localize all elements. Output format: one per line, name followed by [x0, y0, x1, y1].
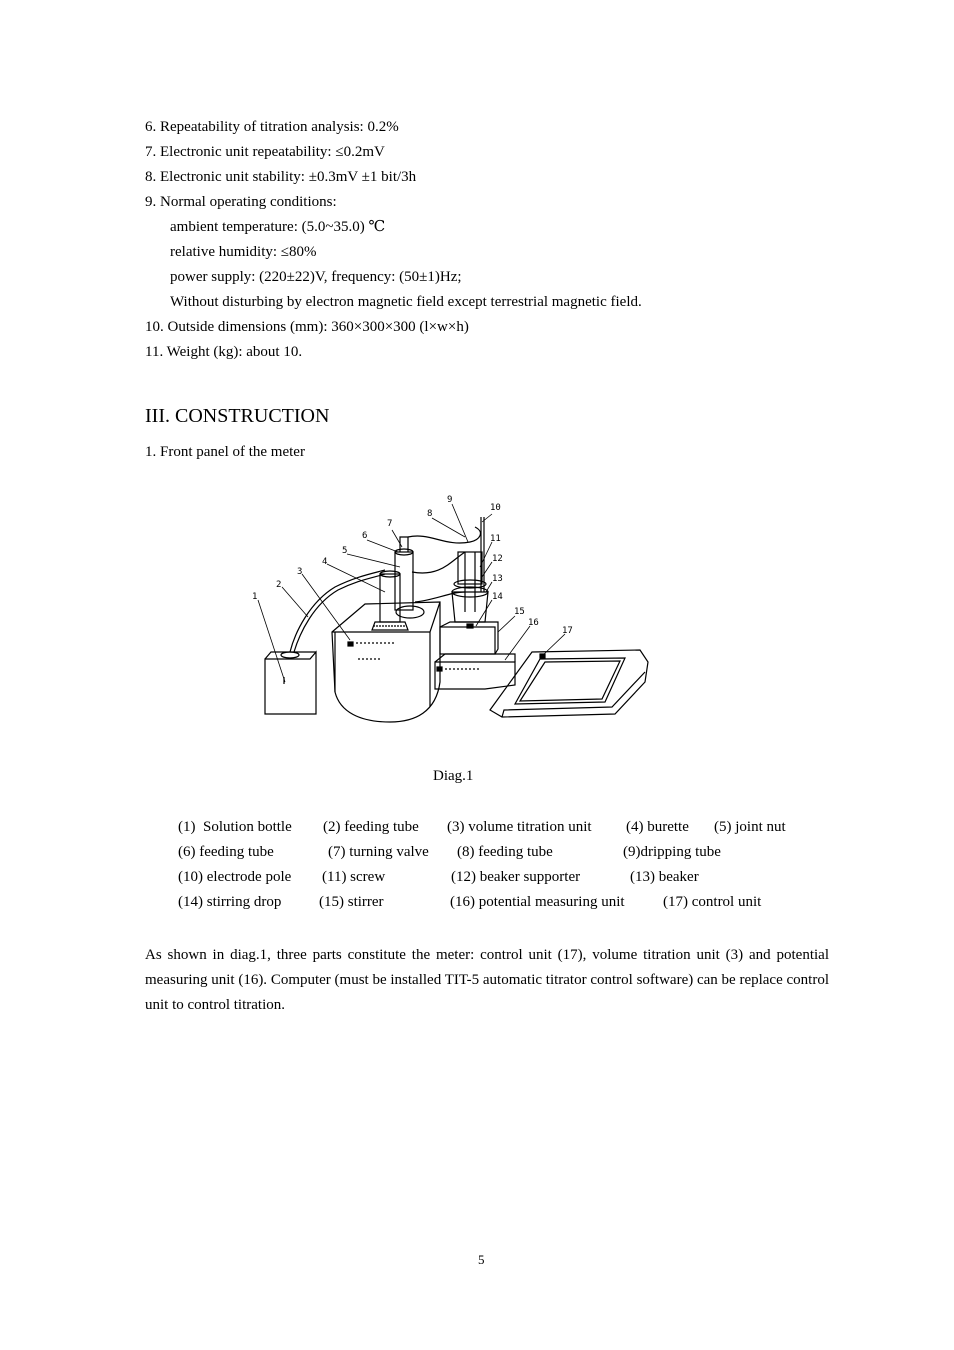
legend-item-4: (4) burette	[626, 819, 689, 835]
legend-item-10: (10) electrode pole	[178, 869, 292, 885]
spec-line-8: 8. Electronic unit stability: ±0.3mV ±1 bit/3h	[145, 169, 417, 185]
callout-11: 11	[490, 534, 501, 544]
feeding-tube-drawing	[290, 570, 385, 652]
spec-line-9: 9. Normal operating conditions:	[145, 194, 337, 210]
callout-16: 16	[528, 618, 539, 628]
spec-line-10: 10. Outside dimensions (mm): 360×300×300 (l×w×h)	[145, 319, 469, 335]
callout-10: 10	[490, 503, 501, 513]
spec-line-7: 7. Electronic unit repeatability: ≤0.2mV	[145, 144, 385, 160]
legend-item-11: (11) screw	[322, 869, 386, 885]
diagram-caption: Diag.1	[433, 768, 474, 784]
callout-17: 17	[562, 626, 573, 636]
callout-14: 14	[492, 592, 503, 602]
legend-row-2	[178, 842, 818, 862]
legend-item-9: (9)dripping tube	[623, 844, 721, 860]
legend-item-17: (17) control unit	[663, 894, 762, 910]
legend-item-3: (3) volume titration unit	[447, 819, 592, 835]
legend-item-7: (7) turning valve	[328, 844, 429, 860]
page-number: 5	[478, 1252, 485, 1267]
condition-magnetic: Without disturbing by electron magnetic field except terrestrial magnetic field.	[170, 294, 642, 310]
spec-line-6: 6. Repeatability of titration analysis: 0.2%	[145, 119, 399, 135]
potential-measuring-unit-drawing	[435, 622, 515, 689]
callout-8: 8	[427, 509, 433, 519]
callout-3: 3	[297, 567, 303, 577]
callout-15: 15	[514, 607, 525, 617]
section-heading: III. CONSTRUCTION	[145, 405, 330, 427]
callout-9: 9	[447, 495, 453, 505]
callout-4: 4	[322, 557, 328, 567]
legend-item-1: (1) Solution bottle	[178, 819, 292, 835]
volume-titration-unit-drawing	[332, 602, 440, 722]
callout-1: 1	[252, 592, 258, 602]
description-paragraph: As shown in diag.1, three parts constitute the meter: control unit (17), volume titration unit (3) and potential measuring unit (16). Computer (must be installed TIT-5 automatic titrator control software) can be replace control unit to control titration.	[145, 947, 829, 1013]
spec-line-11: 11. Weight (kg): about 10.	[145, 344, 303, 360]
callout-leaders	[258, 504, 565, 682]
beaker-electrode-drawing	[452, 517, 488, 628]
legend-item-2: (2) feeding tube	[323, 819, 419, 835]
callout-5: 5	[342, 546, 348, 556]
subsection-title: 1. Front panel of the meter	[145, 444, 305, 460]
callout-2: 2	[276, 580, 282, 590]
legend-item-13: (13) beaker	[630, 869, 699, 885]
burette-drawing	[372, 537, 424, 630]
diagram-titrator	[240, 492, 660, 732]
solution-bottle-drawing	[265, 652, 316, 714]
legend-item-12: (12) beaker supporter	[451, 869, 581, 885]
condition-temperature: ambient temperature: (5.0~35.0) ℃	[170, 219, 386, 235]
legend-row-1	[178, 817, 818, 837]
callout-6: 6	[362, 531, 368, 541]
condition-power: power supply: (220±22)V, frequency: (50±1)Hz;	[170, 269, 462, 285]
legend-item-6: (6) feeding tube	[178, 844, 274, 860]
legend-item-15: (15) stirrer	[319, 894, 384, 910]
legend-row-3	[178, 867, 818, 887]
condition-humidity: relative humidity: ≤80%	[170, 244, 317, 260]
legend-item-14: (14) stirring drop	[178, 894, 282, 910]
legend-row-4	[178, 892, 818, 912]
legend-item-5: (5) joint nut	[714, 819, 786, 835]
legend-item-16: (16) potential measuring unit	[450, 894, 625, 910]
control-unit-drawing	[490, 650, 648, 717]
legend-item-8: (8) feeding tube	[457, 844, 553, 860]
callout-7: 7	[387, 519, 393, 529]
callout-13: 13	[492, 574, 503, 584]
callout-12: 12	[492, 554, 503, 564]
